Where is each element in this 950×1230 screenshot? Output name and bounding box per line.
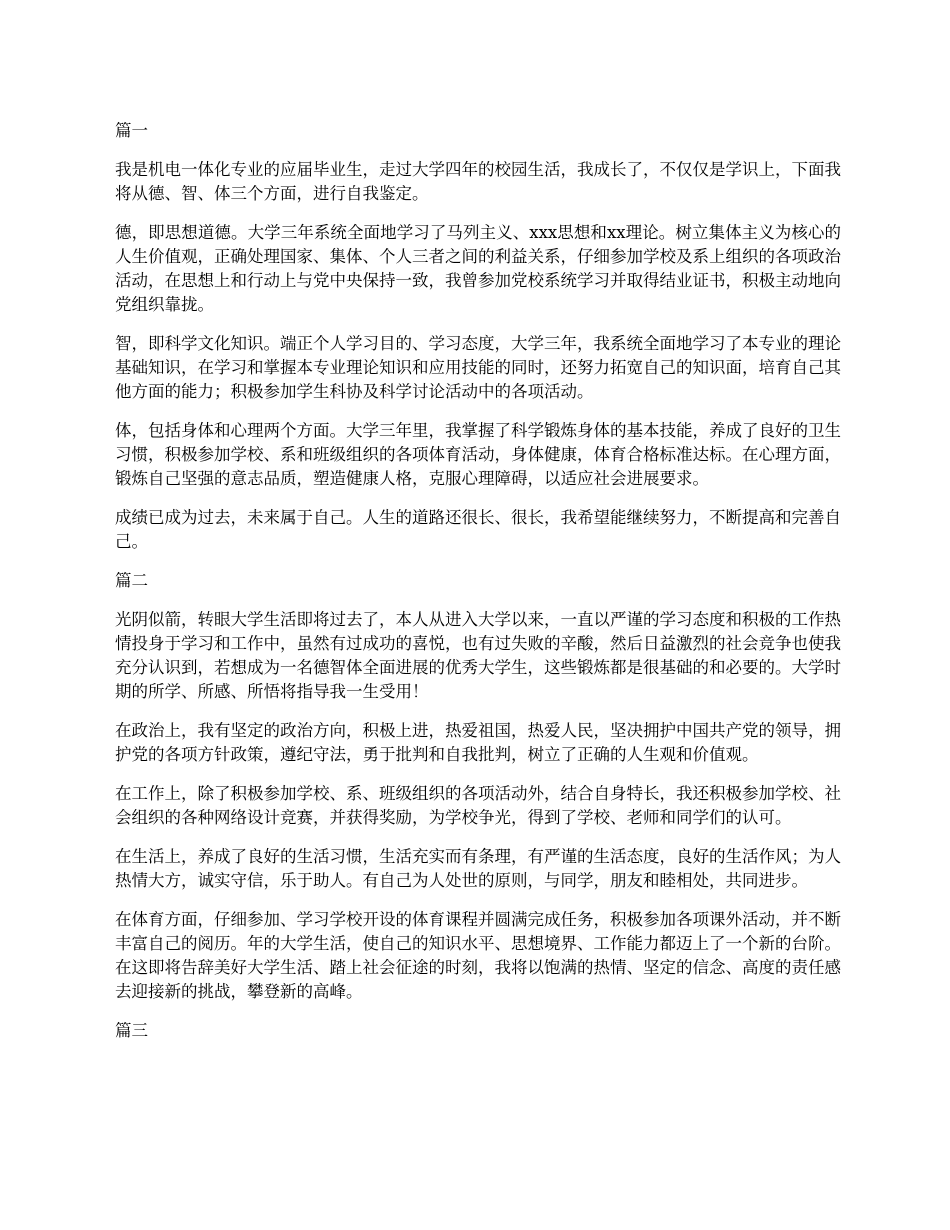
paragraph: 德，即思想道德。大学三年系统全面地学习了马列主义、xxx思想和xx理论。树立集体主义为核心的人生价值观，正确处理国家、集体、个人三者之间的利益关系，仔细参加学校及系上组织的各项政治活动，在思想上和行动上与党中央保持一致，我曾参加党校系统学习并取得结业证书，积极主动地向党组织靠拢。 xyxy=(115,223,841,314)
paragraph: 我是机电一体化专业的应届毕业生，走过大学四年的校园生活，我成长了，不仅仅是学识上，下面我将从德、智、体三个方面，进行自我鉴定。 xyxy=(115,160,841,203)
paragraph: 在政治上，我有坚定的政治方向，积极上进，热爱祖国，热爱人民，坚决拥护中国共产党的领导，拥护党的各项方针政策，遵纪守法，勇于批判和自我批判，树立了正确的人生观和价值观。 xyxy=(115,721,841,764)
section-heading: 篇三 xyxy=(115,1021,148,1040)
section-heading: 篇一 xyxy=(115,121,148,140)
paragraph: 光阴似箭，转眼大学生活即将过去了，本人从进入大学以来，一直以严谨的学习态度和积极的工作热情投身于学习和工作中，虽然有过成功的喜悦，也有过失败的辛酸，然后日益激烈的社会竞争也使我充分认识到，若想成为一名德智体全面进展的优秀大学生，这些锻炼都是很基础的和必要的。大学时期的所学、所感、所悟将指导我一生受用！ xyxy=(115,610,841,701)
document-page xyxy=(115,119,841,1043)
paragraph: 在工作上，除了积极参加学校、系、班级组织的各项活动外，结合自身特长，我还积极参加学校、社会组织的各种网络设计竞赛，并获得奖励，为学校争光，得到了学校、老师和同学们的认可。 xyxy=(115,784,841,827)
paragraph: 成绩已成为过去，未来属于自己。人生的道路还很长、很长，我希望能继续努力，不断提高和完善自己。 xyxy=(115,508,841,551)
paragraph: 在生活上，养成了良好的生活习惯，生活充实而有条理，有严谨的生活态度，良好的生活作风；为人热情大方，诚实守信，乐于助人。有自己为人处世的原则，与同学，朋友和睦相处，共同进步。 xyxy=(115,847,841,890)
paragraph: 体，包括身体和心理两个方面。大学三年里，我掌握了科学锻炼身体的基本技能，养成了良好的卫生习惯，积极参加学校、系和班级组织的各项体育活动，身体健康，体育合格标准达标。在心理方面，锻炼自己坚强的意志品质，塑造健康人格，克服心理障碍，以适应社会进展要求。 xyxy=(115,421,841,488)
paragraph: 在体育方面，仔细参加、学习学校开设的体育课程并圆满完成任务，积极参加各项课外活动，并不断丰富自己的阅历。年的大学生活，使自己的知识水平、思想境界、工作能力都迈上了一个新的台阶。在这即将告辞美好大学生活、踏上社会征途的时刻，我将以饱满的热情、坚定的信念、高度的责任感去迎接新的挑战，攀登新的高峰。 xyxy=(115,910,841,1001)
section-heading: 篇二 xyxy=(115,571,148,590)
paragraph: 智，即科学文化知识。端正个人学习目的、学习态度，大学三年，我系统全面地学习了本专业的理论基础知识，在学习和掌握本专业理论知识和应用技能的同时，还努力拓宽自己的知识面，培育自己其他方面的能力；积极参加学生科协及科学讨论活动中的各项活动。 xyxy=(115,334,841,401)
